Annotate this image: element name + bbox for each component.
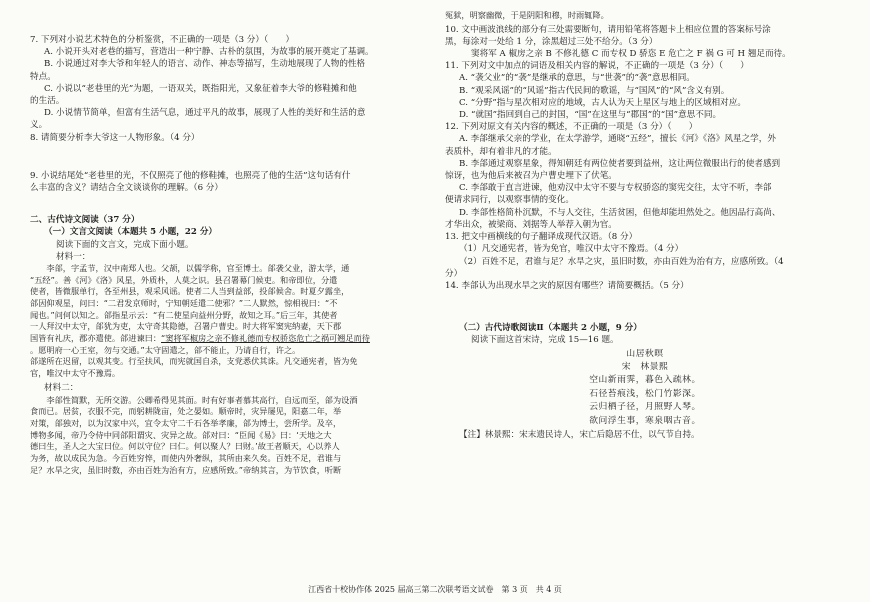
- material-1: [30, 263, 425, 379]
- passage-line: 一人拜汉中太守，郃犹为吏，太守奇其隐德，召署户曹史。时大将军窦宪纳妻，天下郡: [30, 321, 342, 332]
- q12-option-a: A. 李郃继承父亲的学业，在太学游学，通晓“五经”，擅长《河》《洛》风星之学，外: [459, 134, 776, 145]
- q7-option-b-cont: 特点。: [30, 71, 56, 82]
- poem-title: 山居秋暝: [626, 348, 664, 359]
- question-14: 14. 李郃认为出现水旱之灾的原因有哪些？请简要概括。（5 分）: [445, 280, 689, 291]
- question-9: 9. 小说结尾处“老巷里的光，不仅照亮了他的修鞋摊，也照亮了他的生活”这句话有什: [30, 170, 351, 181]
- instruction: 阅读下面的文言文，完成下面小题。: [56, 239, 194, 250]
- q12-option-c: C. 李郃敢于直言进谏，他劝汉中太守不要与专权骄恣的窦宪交往，太守不听，李郃: [459, 183, 772, 194]
- q7-option-d-cont: 义。: [30, 120, 48, 131]
- poem-line: 空山新雨霁，暮色入疏林。: [589, 375, 701, 386]
- question-12: 12. 下列对原文有关内容的概述，不正确的一项是（3 分）（ ）: [445, 122, 698, 133]
- passage-line: “五经”。善《河》《洛》风星，外质朴，人莫之识。县召署幕门候吏。和帝即位，分遣: [30, 274, 338, 285]
- subsection-heading-poetry: （二）古代诗歌阅读Ⅱ（本题共 2 小题，9 分）: [459, 323, 642, 334]
- q11-option-a: A. “袭父业”的“袭”是继承的意思，与“世袭”的“袭”意思相同。: [459, 73, 695, 84]
- poem-line: 石径苔痕浅，松门竹影深。: [589, 388, 701, 399]
- question-13-2-cont: 分）: [445, 268, 463, 279]
- question-10-options: 窦将军 A 椒房之亲 B 不修礼德 C 而专权 D 骄恣 E 危亡之 F 祸 G 可 H 翘足而待。: [471, 49, 791, 60]
- passage-line: 郃因仰观星，问曰：“二君发京师时，宁知朝廷遣二使邪？”二人默然，惊相视曰：“不: [30, 297, 338, 308]
- material-2-label: 材料二：: [44, 383, 79, 394]
- q12-option-c-cont: 便请求同行，以观察事情的变化。: [445, 195, 574, 206]
- passage-line: 足？水旱之灾，虽旧时数，亦由百姓为治有方，应感所致。”帝纳其言，为节饮食，听断: [30, 464, 342, 475]
- q11-option-d: D. “就国”指回到自己的封国，“国”在这里与“郡国”的“国”意思不同。: [459, 110, 722, 121]
- question-13: 13. 把文中画横线的句子翻译成现代汉语。（8 分）: [445, 232, 638, 243]
- question-10: 10. 文中画波浪线的部分有三处需要断句，请用铅笔将答题卡上相应位置的答案标号涂: [445, 24, 771, 35]
- passage-line: 为务，故以成民为急。今百姓穷悴，而使内外奢纵，其所由来久矣。百姓不足，君谁与: [30, 452, 342, 463]
- q12-option-d-cont: 才华出众，被梁商、刘据等人举荐入朝为官。: [445, 219, 617, 230]
- question-10-cont: 黑，每涂对一处给 1 分，涂黑超过三处不给分。（3 分）: [445, 36, 658, 47]
- question-9-cont: 么丰富的含义？请结合全文谈谈你的理解。（6 分）: [30, 183, 223, 194]
- passage-line: 李郃性简默，无所交游。公卿希得见其面。时有好事者慕其高行，自远而至，郃为设酒: [46, 394, 358, 405]
- section-heading: 二、古代诗文阅读（37 分）: [30, 215, 140, 226]
- passage-line: 使者，皆微服单行，各至州县，观采风谣。使者二人当到益部，投郃候舍。时夏夕露坐，: [30, 286, 350, 297]
- poem-note: 【注】林景熙：宋末遗民诗人，宋亡后隐居不仕，以气节自持。: [459, 430, 700, 441]
- q11-option-c: C. “分野”指与星次相对应的地域，古人认为天上星区与地上的区域相对应。: [459, 97, 746, 108]
- passage-line: 德曰生，圣人之大宝曰位。何以守位？曰仁。何以聚人？曰财。’故王者顺天，心以养人: [30, 441, 340, 452]
- passage-line: 郃遂所在迟留，以观其变。行至扶风，而宪就国自杀，支党悉伏其诛。凡交通宪者，皆为免: [30, 356, 358, 367]
- page-footer: 江西省十校协作体 2025 届高三第二次联考语文试卷 第 3 页 共 4 页: [308, 585, 562, 594]
- poem-author: 宋 林景熙: [621, 362, 669, 372]
- passage-line: 国皆有礼庆，郡亦遣使。郃进谏曰：“窦将军椒房之亲不修礼德而专权骄恣危亡之祸可翘足而待: [30, 332, 370, 343]
- q7-option-d: D. 小说情节简单，但富有生活气息，通过平凡的故事，展现了人性的美好和生活的意: [44, 108, 366, 119]
- q12-option-b-cont: 惊讶，也为他后来被召为户曹史埋下了伏笔。: [445, 171, 617, 182]
- q7-option-c-cont: 的生活。: [30, 96, 65, 107]
- q11-option-b: B. “观采风谣”的“风谣”指古代民间的歌谣，与“国风”的“风”含义有别。: [459, 85, 730, 96]
- q12-option-a-cont: 表质朴，却有着非凡的才能。: [445, 146, 557, 157]
- subsection-heading: （一）文言文阅读（本题共 5 小题，22 分）: [44, 227, 218, 238]
- right-column: [445, 10, 845, 442]
- passage-line: 。愿明府一心王室，勿与交通。”太守固遣之，郃不能止，乃请自行，许之。: [30, 344, 301, 355]
- q12-option-b: B. 李郃通过观察星象，得知朝廷有两位使者要到益州，这让两位微服出行的使者感到: [459, 158, 781, 169]
- passage-line: 官，唯汉中太守不豫焉。: [30, 367, 121, 378]
- poetry-instruction: 阅读下面这首宋诗，完成 15—16 题。: [471, 335, 619, 346]
- passage-continuation: 冤狱，明察幽微，于是阴阳和穆，时雨辄降。: [445, 10, 609, 20]
- q7-option-b: B. 小说通过对李大爷和年轻人的语言、动作、神态等描写，生动地展现了人物的性格: [44, 59, 366, 70]
- passage-line: 对策，郃独对，以为汉家中兴，宜令太守二千石各举孝廉，郃为博士，尝所学。及卒，: [30, 417, 342, 428]
- question-13-1: （1）凡交通宪者，皆为免官，唯汉中太守不豫焉。（4 分）: [459, 244, 684, 255]
- poem-line: 云归栖子径，月照野人琴。: [589, 402, 701, 413]
- question-7: 7. 下列对小说艺术特色的分析鉴赏，不正确的一项是（3 分）（ ）: [30, 35, 295, 45]
- material-2: [30, 395, 425, 476]
- q7-option-a: A. 小说开头对老巷的描写，营造出一种宁静、古朴的氛围，为故事的展开奠定了基调。: [44, 47, 374, 58]
- question-11: 11. 下列对文中加点的词语及相关内容的解说，不正确的一项是（3 分）（ ）: [445, 61, 749, 72]
- passage-line: 李郃，字孟节，汉中南郑人也。父颉，以儒学称，官至博士。郃袭父业，游太学，通: [46, 263, 350, 274]
- question-8: 8. 请简要分析李大爷这一人物形象。（4 分）: [30, 132, 200, 143]
- question-13-2: （2）百姓不足，君谁与足？水旱之灾，虽旧时数，亦由百姓为治有方，应感所致。（4: [459, 256, 784, 267]
- material-1-label: 材料一：: [56, 251, 91, 262]
- wavy-underline-sentence: “窦将军椒房之亲不修礼德而专权骄恣危亡之祸可翘足而待: [161, 332, 370, 343]
- passage-line: 闻也。”问何以知之。郃指星示云：“有二使星向益州分野，故知之耳。”后三年，其使者: [30, 309, 338, 320]
- passage-line: 食而已。居贫，衣服不完，而躬耕陇亩，处之晏如。顺帝时，灾异屡见，阳嘉二年，举: [30, 406, 342, 417]
- poem: [445, 348, 845, 428]
- left-column: [30, 34, 425, 476]
- passage-line: 博物多闻，帝乃令侍中同郃阳谓灾、灾异之故。郃对曰：“臣闻《易》曰：‘天地之大: [30, 429, 332, 440]
- q7-option-c: C. 小说以“老巷里的光”为题，一语双关，既指阳光，又象征着李大爷的修鞋摊和他: [44, 83, 357, 94]
- poem-line: 欲问浮生事，寒泉咽古音。: [589, 415, 701, 426]
- q12-option-d: D. 李郃性格简朴沉默，不与人交往，生活贫困，但他却能坦然处之。他因品行高尚、: [459, 207, 781, 218]
